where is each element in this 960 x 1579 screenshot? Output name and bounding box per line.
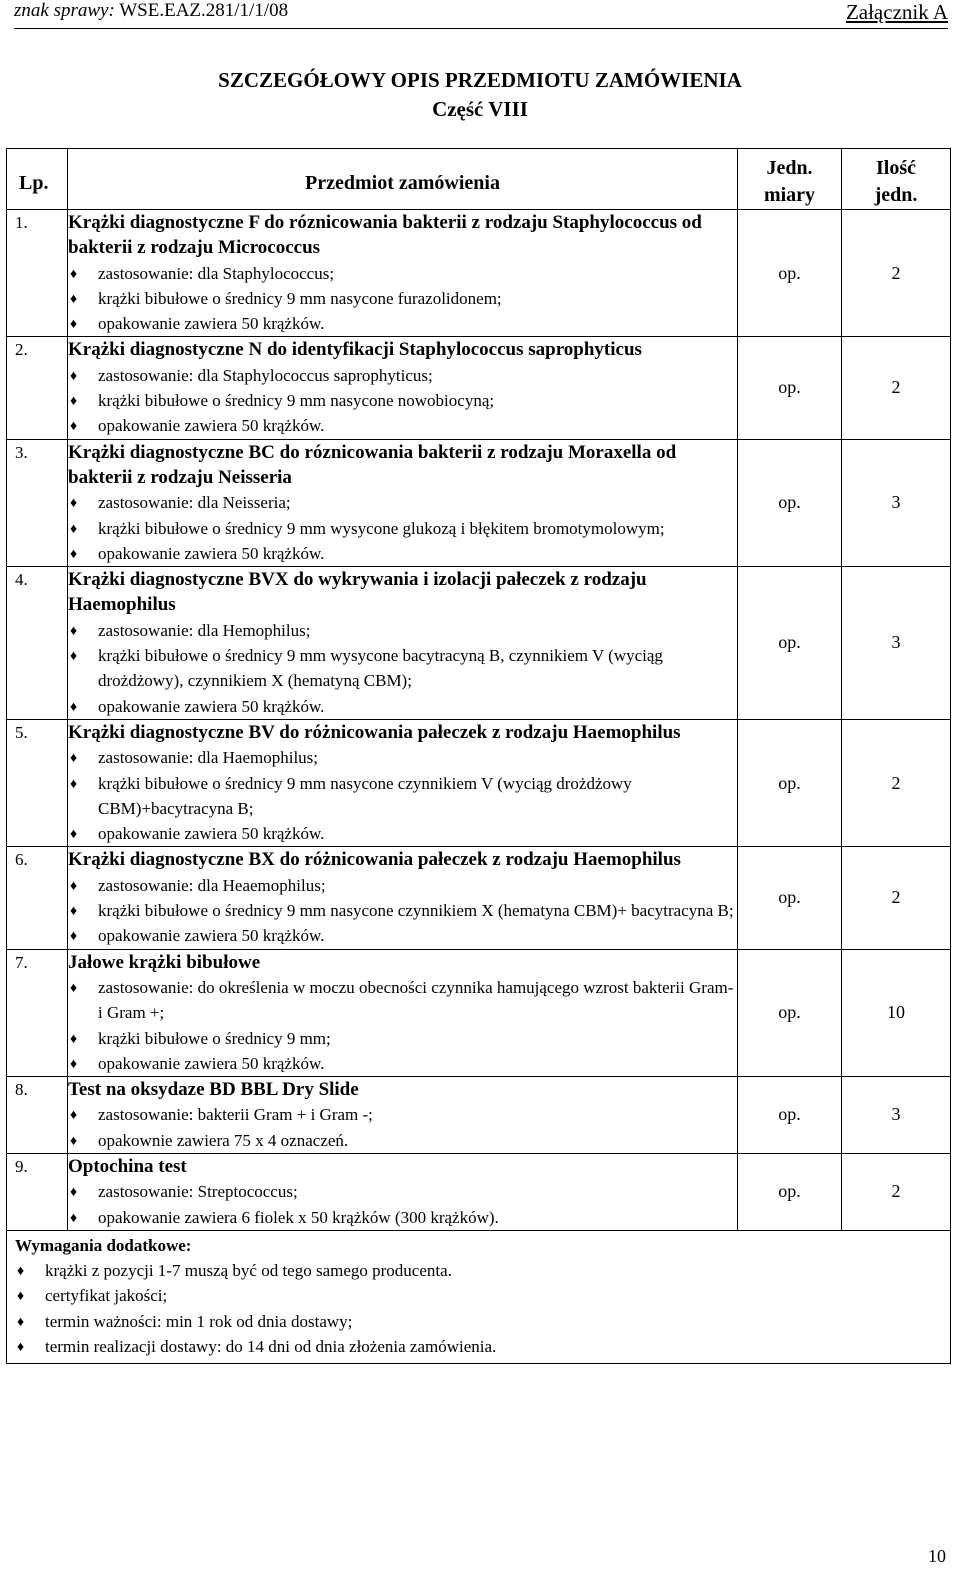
item-description	[68, 439, 738, 566]
item-description	[68, 567, 738, 720]
item-bullets	[68, 975, 737, 1076]
table-row	[7, 949, 951, 1076]
item-unit: op.	[738, 719, 842, 846]
item-bullet: ♦ zastosowanie: bakterii Gram + i Gram -;	[98, 1102, 737, 1127]
item-bullets	[68, 363, 737, 439]
item-description	[68, 337, 738, 439]
item-bullet: ♦ zastosowanie: dla Staphylococcus;	[98, 261, 737, 286]
item-lp: 8.	[7, 1077, 68, 1154]
item-unit: op.	[738, 567, 842, 720]
item-name: Krążki diagnostyczne N do identyfikacji Staphylococcus saprophyticus	[68, 339, 642, 361]
case-number: WSE.EAZ.281/1/1/08	[119, 0, 289, 21]
item-qty: 2	[842, 847, 951, 949]
item-lp: 5.	[7, 719, 68, 846]
item-bullets	[68, 490, 737, 566]
item-bullet: ♦ opakowanie zawiera 50 krążków.	[98, 694, 737, 719]
requirements-cell	[7, 1230, 951, 1363]
item-lp: 6.	[7, 847, 68, 949]
item-qty: 2	[842, 337, 951, 439]
item-lp: 3.	[7, 439, 68, 566]
table-header-row	[7, 149, 951, 210]
page-number: 10	[928, 1546, 946, 1566]
item-qty: 3	[842, 439, 951, 566]
item-bullets	[68, 618, 737, 719]
table-row	[7, 337, 951, 439]
item-qty: 2	[842, 210, 951, 337]
document-part: Część VIII	[432, 97, 528, 121]
item-description	[68, 847, 738, 949]
table-row	[7, 439, 951, 566]
requirement-bullet: ♦ termin ważności: min 1 rok od dnia dostawy;	[45, 1309, 950, 1334]
item-bullets	[68, 1102, 737, 1153]
item-unit: op.	[738, 949, 842, 1076]
item-bullet: ♦ opakowanie zawiera 50 krążków.	[98, 413, 737, 438]
item-bullet: ♦ krążki bibułowe o średnicy 9 mm wysycone bacytracyną B, czynnikiem V (wyciąg drożdżowy), czynnikiem X (hematyną CBM);	[98, 643, 737, 694]
item-bullet: ♦ zastosowanie: dla Neisseria;	[98, 490, 737, 515]
item-bullet: ♦ krążki bibułowe o średnicy 9 mm;	[98, 1026, 737, 1051]
item-name: Krążki diagnostyczne BX do różnicowania pałeczek z rodzaju Haemophilus	[68, 849, 681, 871]
item-bullet: ♦ opakowanie zawiera 6 fiolek x 50 krążków (300 krążków).	[98, 1205, 737, 1230]
case-reference	[14, 0, 288, 22]
item-name: Test na oksydaze BD BBL Dry Slide	[68, 1079, 359, 1101]
item-bullet: ♦ krążki bibułowe o średnicy 9 mm nasycone czynnikiem V (wyciąg drożdżowy CBM)+bacytracyna B;	[98, 771, 737, 822]
item-bullet: ♦ zastosowanie: Streptococcus;	[98, 1179, 737, 1204]
header-unit: Jedn. miary	[738, 149, 842, 210]
item-qty: 3	[842, 567, 951, 720]
item-unit: op.	[738, 1077, 842, 1154]
item-bullet: ♦ krążki bibułowe o średnicy 9 mm nasycone nowobiocyną;	[98, 388, 737, 413]
item-description	[68, 719, 738, 846]
requirements-title: Wymagania dodatkowe:	[15, 1235, 192, 1255]
item-bullet: ♦ krążki bibułowe o średnicy 9 mm nasycone furazolidonem;	[98, 286, 737, 311]
requirement-bullet: ♦ termin realizacji dostawy: do 14 dni od dnia złożenia zamówienia.	[45, 1334, 950, 1359]
item-bullet: ♦ krążki bibułowe o średnicy 9 mm nasycone czynnikiem X (hematyna CBM)+ bacytracyna B;	[98, 898, 737, 923]
item-lp: 7.	[7, 949, 68, 1076]
item-unit: op.	[738, 439, 842, 566]
item-bullet: ♦ opakowanie zawiera 50 krążków.	[98, 923, 737, 948]
item-unit: op.	[738, 1153, 842, 1230]
item-lp: 4.	[7, 567, 68, 720]
item-bullet: ♦ opakowanie zawiera 50 krążków.	[98, 1051, 737, 1076]
header-qty: Ilość jedn.	[842, 149, 951, 210]
item-bullet: ♦ opakownie zawiera 75 x 4 oznaczeń.	[98, 1128, 737, 1153]
item-name: Optochina test	[68, 1155, 187, 1177]
item-description	[68, 949, 738, 1076]
item-qty: 2	[842, 719, 951, 846]
item-bullets	[68, 873, 737, 949]
item-bullet: ♦ opakowanie zawiera 50 krążków.	[98, 821, 737, 846]
item-name: Krążki diagnostyczne F do róznicowania bakterii z rodzaju Staphylococcus od bakterii z rodzaju Micrococcus	[68, 212, 702, 259]
case-label: znak sprawy:	[14, 0, 115, 21]
requirement-bullet: ♦ certyfikat jakości;	[45, 1283, 950, 1308]
item-bullet: ♦ zastosowanie: dla Heaemophilus;	[98, 873, 737, 898]
item-bullets	[68, 1179, 737, 1230]
item-name: Jałowe krążki bibułowe	[68, 951, 261, 973]
item-description	[68, 1077, 738, 1154]
item-bullet: ♦ opakowanie zawiera 50 krążków.	[98, 311, 737, 336]
item-lp: 9.	[7, 1153, 68, 1230]
item-lp: 2.	[7, 337, 68, 439]
header-subject: Przedmiot zamówienia	[68, 149, 738, 210]
table-row	[7, 719, 951, 846]
item-bullets	[68, 261, 737, 337]
item-bullet: ♦ zastosowanie: do określenia w moczu obecności czynnika hamującego wzrost bakterii Gram- i Gram +;	[98, 975, 737, 1026]
header-lp: Lp.	[7, 149, 68, 210]
page-header	[14, 0, 948, 29]
item-bullet: ♦ zastosowanie: dla Haemophilus;	[98, 745, 737, 770]
item-unit: op.	[738, 210, 842, 337]
item-bullets	[68, 745, 737, 846]
item-description	[68, 210, 738, 337]
requirements-list	[15, 1258, 950, 1359]
item-bullet: ♦ krążki bibułowe o średnicy 9 mm wysycone glukozą i błękitem bromotymolowym;	[98, 516, 737, 541]
item-name: Krążki diagnostyczne BV do różnicowania pałeczek z rodzaju Haemophilus	[68, 721, 681, 743]
requirements-row	[7, 1230, 951, 1363]
document-title: SZCZEGÓŁOWY OPIS PRZEDMIOTU ZAMÓWIENIA	[218, 68, 742, 92]
table-row	[7, 210, 951, 337]
item-name: Krążki diagnostyczne BVX do wykrywania i izolacji pałeczek z rodzaju Haemophilus	[68, 569, 647, 616]
table-row	[7, 847, 951, 949]
attachment-label: Załącznik A	[845, 0, 948, 24]
table-row	[7, 567, 951, 720]
item-lp: 1.	[7, 210, 68, 337]
table-row	[7, 1153, 951, 1230]
item-bullet: ♦ zastosowanie: dla Hemophilus;	[98, 618, 737, 643]
item-unit: op.	[738, 847, 842, 949]
order-table	[6, 148, 951, 1364]
table-row	[7, 1077, 951, 1154]
requirement-bullet: ♦ krążki z pozycji 1-7 muszą być od tego samego producenta.	[45, 1258, 950, 1283]
item-qty: 3	[842, 1077, 951, 1154]
item-bullet: ♦ opakowanie zawiera 50 krążków.	[98, 541, 737, 566]
item-unit: op.	[738, 337, 842, 439]
item-bullet: ♦ zastosowanie: dla Staphylococcus saprophyticus;	[98, 363, 737, 388]
item-qty: 10	[842, 949, 951, 1076]
item-qty: 2	[842, 1153, 951, 1230]
item-description	[68, 1153, 738, 1230]
item-name: Krążki diagnostyczne BC do róznicowania bakterii z rodzaju Moraxella od bakterii z rodzaju Neisseria	[68, 441, 677, 488]
